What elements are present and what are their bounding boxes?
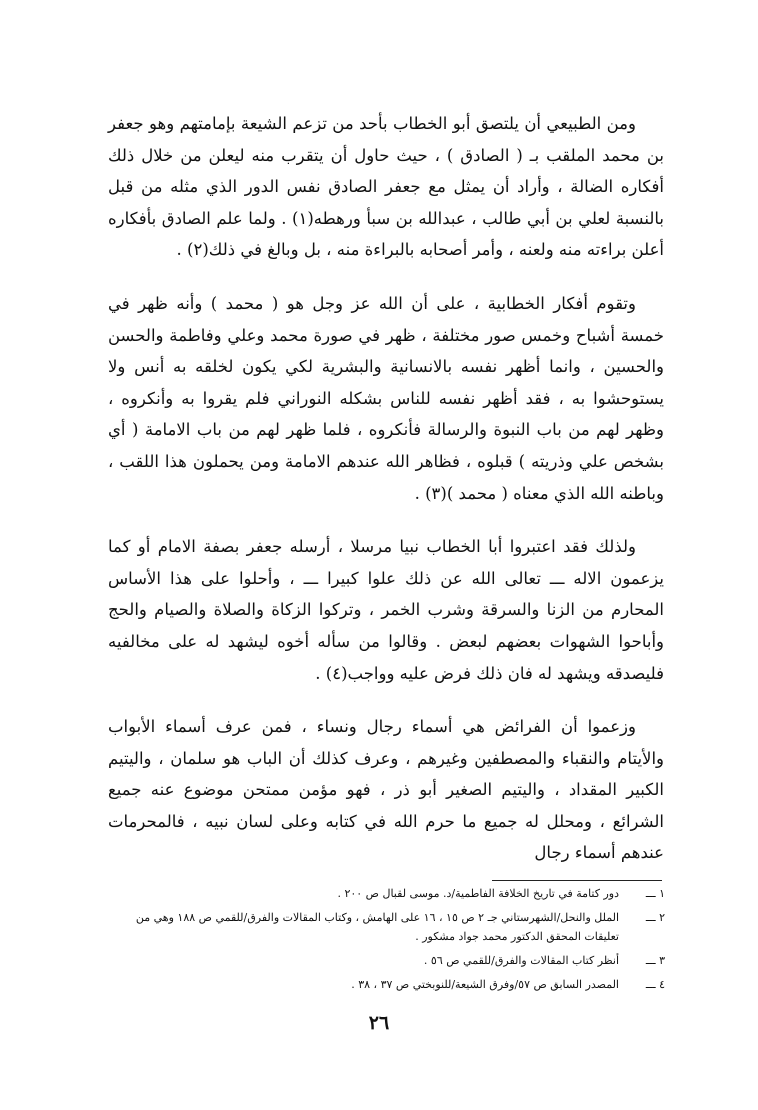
footnote-3 xyxy=(120,951,665,970)
footnote-marker: ٤ ـــ xyxy=(645,978,665,991)
footnote-marker: ٣ ـــ xyxy=(645,954,665,967)
paragraph-4: وزعموا أن الفرائض هي أسماء رجال ونساء ، فمن عرف أسماء الأبواب والأيتام والنقباء والمصطفين وغيرهم ، وعرف كذلك أن الباب هو سلمان ، واليتيم الكبير المقداد ، واليتيم الصغير أبو ذر ، فهو مؤمن ممتحن موضوع عنه جميع الشرائع ، ومحلل له جميع ما حرم الله في كتابه وعلى لسان نبيه ، فالمحرمات عندهم أسماء رجال xyxy=(108,717,664,863)
footnote-divider xyxy=(492,880,662,881)
paragraph-1: ومن الطبيعي أن يلتصق أبو الخطاب بأحد من تزعم الشيعة بإمامتهم وهو جعفر بن محمد الملقب بـ ( الصادق ) ، حيث حاول أن يتقرب منه ليعلن من خلال ذلك أفكاره الضالة ، وأراد أن يمثل مع جعفر الصادق نفس الدور الذي مثله من قبل بالنسبة لعلي بن أبي طالب ، عبدالله بن سبأ ورهطه(١) . ولما علم الصادق بأفكاره أعلن براءته منه ولعنه ، وأمر أصحابه بالبراءة منه ، بل وبالغ في ذلك(٢) . xyxy=(108,114,664,260)
footnote-2 xyxy=(120,908,665,946)
footnote-text: المصدر السابق ص ٥٧/وفرق الشيعة/للنوبختي ص ٣٧ ، ٣٨ . xyxy=(351,978,619,991)
footnote-text: دور كتامة في تاريخ الخلافة الفاطمية/د. موسى لقبال ص ٢٠٠ . xyxy=(337,887,619,900)
paragraph-3: ولذلك فقد اعتبروا أبا الخطاب نبيا مرسلا ، أرسله جعفر بصفة الامام أو كما يزعمون الاله ـــ تعالى الله عن ذلك علوا كبيرا ـــ ، وأحلوا على هذا الأساس المحارم من الزنا والسرقة وشرب الخمر ، وتركوا الزكاة والصلاة والصيام والحج وأباحوا الشهوات بعضهم لبعض . وقالوا من سأله أخوه ليشهد له على مخالفيه فليصدقه ويشهد له فان ذلك فرض عليه وواجب(٤) . xyxy=(108,537,664,683)
footnote-text: أنظر كتاب المقالات والفرق/للقمي ص ٥٦ . xyxy=(423,954,619,967)
footnote-marker: ٢ ـــ xyxy=(645,911,665,924)
main-text xyxy=(108,108,664,869)
footnote-text: الملل والنحل/الشهرستاني جـ ٢ ص ١٥ ، ١٦ على الهامش ، وكتاب المقالات والفرق/للقمي ص ١٨٨ وهي من تعليقات المحقق الدكتور محمد جواد مشكور . xyxy=(135,911,619,943)
footnote-marker: ١ ـــ xyxy=(645,887,665,900)
footnotes xyxy=(120,884,665,999)
footnote-1 xyxy=(120,884,665,903)
footnote-4 xyxy=(120,975,665,994)
page-number: ٢٦ xyxy=(368,1012,390,1034)
paragraph-2: وتقوم أفكار الخطابية ، على أن الله عز وجل هو ( محمد ) وأنه ظهر في خمسة أشباح وخمس صور مختلفة ، ظهر في صورة محمد وعلي وفاطمة والحسن والحسين ، وانما أظهر نفسه بالانسانية والبشرية لكي يكون لخلقه به أنس ولا يستوحشوا به ، فقد أظهر نفسه للناس بشكله النوراني فلم يقروا به وأنكروه ، وظهر لهم من باب النبوة والرسالة فأنكروه ، فلما ظهر لهم من باب الامامة ( أي بشخص علي وذريته ) قبلوه ، فظاهر الله عندهم الامامة ومن يحملون هذا اللقب ، وباطنه الله الذي معناه ( محمد )(٣) . xyxy=(108,293,664,503)
